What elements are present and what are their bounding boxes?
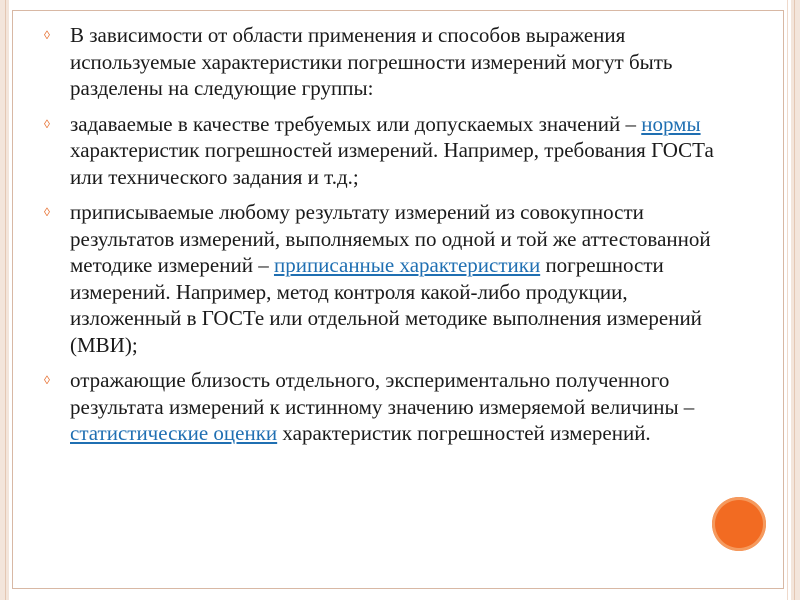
slide-right-border-line-inner [787,0,788,600]
orange-circle-icon [712,497,766,551]
slide-left-border-line [5,0,6,600]
diamond-bullet-icon: ◊ [44,373,50,387]
bullet-item-intro [44,22,744,102]
bullet-text [70,200,711,357]
bullet-text [70,368,694,445]
bullet-item-norms [44,111,744,191]
diamond-bullet-icon: ◊ [44,205,50,219]
bullet-item-assigned [44,199,744,358]
bullet-item-statistical [44,367,744,447]
bullet-text [70,112,714,189]
bullet-text-before: отражающие близость отдельного, экспериментально полученного результата измерений к истинному значению измеряемой величины – [70,368,695,419]
bullet-text-after: характеристик погрешностей измерений. [277,421,651,445]
bullet-text-before: приписываемые любому результату измерений из совокупности результатов измерений, выполняемых по одной и той же аттестованной методике измерений – [70,200,711,277]
bullet-list [44,22,744,456]
bullet-text-before: задаваемые в качестве требуемых или допускаемых значений – [70,111,642,136]
bullet-text: В зависимости от области применения и способов выражения используемые характеристики погрешности измерений могут быть разделены на следующие группы: [70,23,673,100]
bullet-text-after: погрешности измерений. Например, метод контроля какой-либо продукции, изложенный в ГОСТе или отдельной методике выполнения измерений (МВИ); [70,253,702,357]
bullet-text-after: характеристик погрешностей измерений. Например, требования ГОСТа или технического задания и т.д.; [70,138,714,189]
diamond-bullet-icon: ◊ [44,116,50,131]
diamond-bullet-icon: ◊ [44,28,50,42]
norms-link[interactable]: нормы [641,111,701,136]
slide-right-border-line [794,0,795,600]
statistical-estimates-link[interactable]: статистические оценки [70,421,278,445]
slide-right-border [791,0,800,600]
assigned-characteristics-link[interactable]: приписанные характеристики [273,253,541,277]
